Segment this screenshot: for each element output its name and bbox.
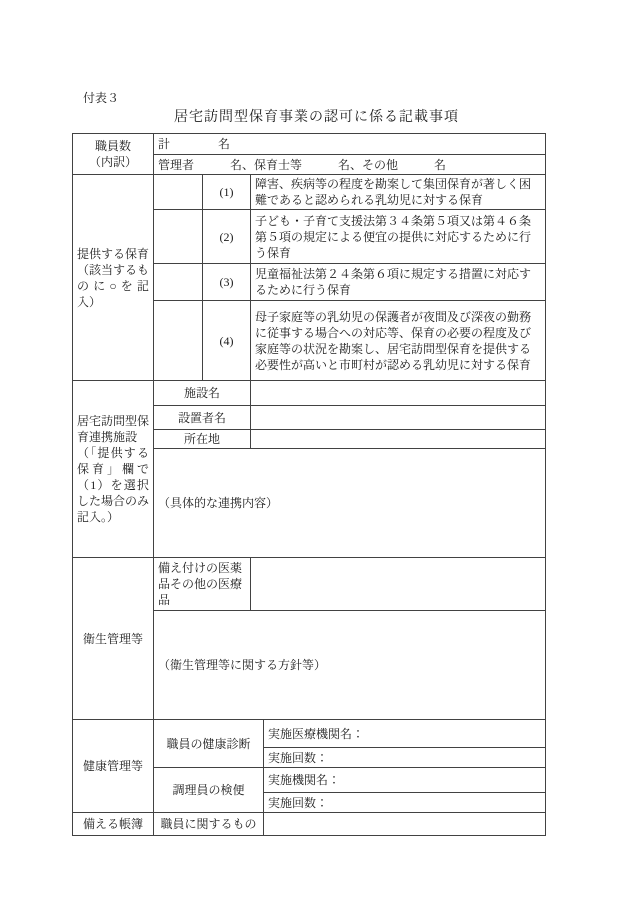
care-item-text: 子ども・子育て支援法第３４条第５項又は第４６条第５項の規定による便宜の提供に対応するために行う保育: [251, 210, 546, 264]
care-item-number: (2): [203, 210, 251, 264]
partner-row-value: [251, 406, 546, 430]
partner-section-header-note: （「提供する保育」欄で（1）を選択した場合のみ記入。）: [77, 446, 150, 524]
partner-row-label: 施設名: [154, 381, 251, 406]
health-checkup-label: 職員の健康診断: [154, 720, 264, 768]
care-section-header-label: 提供する保育（該当するものに○を記入）: [77, 246, 150, 309]
care-item-number: (4): [203, 301, 251, 381]
care-item-text: 障害、疾病等の程度を勘案して集団保育が著しく困難であると認められる乳幼児に対する保育: [251, 175, 546, 210]
partner-row-label: 所在地: [154, 430, 251, 449]
table-row: [73, 175, 546, 210]
care-mark-cell-2: [154, 210, 203, 264]
table-row: [73, 558, 546, 611]
health-stool-label: 調理員の検便: [154, 768, 264, 813]
ledger-label: 職員に関するもの: [154, 813, 264, 836]
health-stool-row-label: 実施回数：: [264, 793, 546, 813]
record-table: [72, 133, 546, 836]
care-item-text: 母子家庭等の乳幼児の保護者が夜間及び深夜の勤務に従事する場合への対応等、保育の必要の程度及び家庭等の状況を勘案し、居宅訪問型保育を提供する必要性が高いと市町村が認める乳幼児に対する保育: [251, 301, 546, 381]
care-mark-cell-4: [154, 301, 203, 381]
care-item-number: (3): [203, 264, 251, 301]
health-checkup-row-label: 実施医療機関名：: [264, 720, 546, 748]
hygiene-policy-label: （衛生管理等に関する方針等）: [158, 658, 327, 672]
care-mark-cell-1: [154, 175, 203, 210]
hygiene-policy-cell: [154, 611, 546, 720]
hygiene-supplies-value: [251, 558, 546, 611]
staff-count-title: 職員数: [94, 139, 131, 153]
table-row: [73, 813, 546, 836]
appendix-label: 付表３: [83, 91, 120, 105]
staff-count-header: [73, 134, 154, 175]
partner-section-header-main: 居宅訪問型保育連携施設: [77, 414, 150, 444]
table-row: [73, 381, 546, 406]
ledger-value: [264, 813, 546, 836]
ledger-section-header: 備える帳簿: [73, 813, 154, 836]
partner-section-header: [73, 381, 154, 558]
hygiene-supplies-label: 備え付けの医薬品その他の医療品: [154, 558, 251, 611]
health-checkup-row-label: 実施回数：: [264, 748, 546, 768]
care-section-header: [73, 175, 154, 381]
staff-count-subtitle: （内訳）: [88, 155, 137, 169]
staff-total-field: 計 名: [154, 134, 546, 155]
hygiene-section-header: 衛生管理等: [73, 558, 154, 720]
care-item-number: (1): [203, 175, 251, 210]
page-title: 居宅訪問型保育事業の認可に係る記載事項: [174, 110, 459, 125]
partner-row-value: [251, 430, 546, 449]
partner-detail-label: （具体的な連携内容）: [158, 496, 279, 510]
health-section-header: 健康管理等: [73, 720, 154, 813]
care-item-text: 児童福祉法第２４条第６項に規定する措置に対応するために行う保育: [251, 264, 546, 301]
care-mark-cell-3: [154, 264, 203, 301]
partner-row-value: [251, 381, 546, 406]
staff-breakdown-field: 管理者 名、保育士等 名、その他 名: [154, 155, 546, 175]
table-row: [73, 134, 546, 155]
health-stool-row-label: 実施機関名：: [264, 768, 546, 793]
table-row: [73, 720, 546, 748]
partner-row-label: 設置者名: [154, 406, 251, 430]
partner-detail-cell: [154, 449, 546, 558]
